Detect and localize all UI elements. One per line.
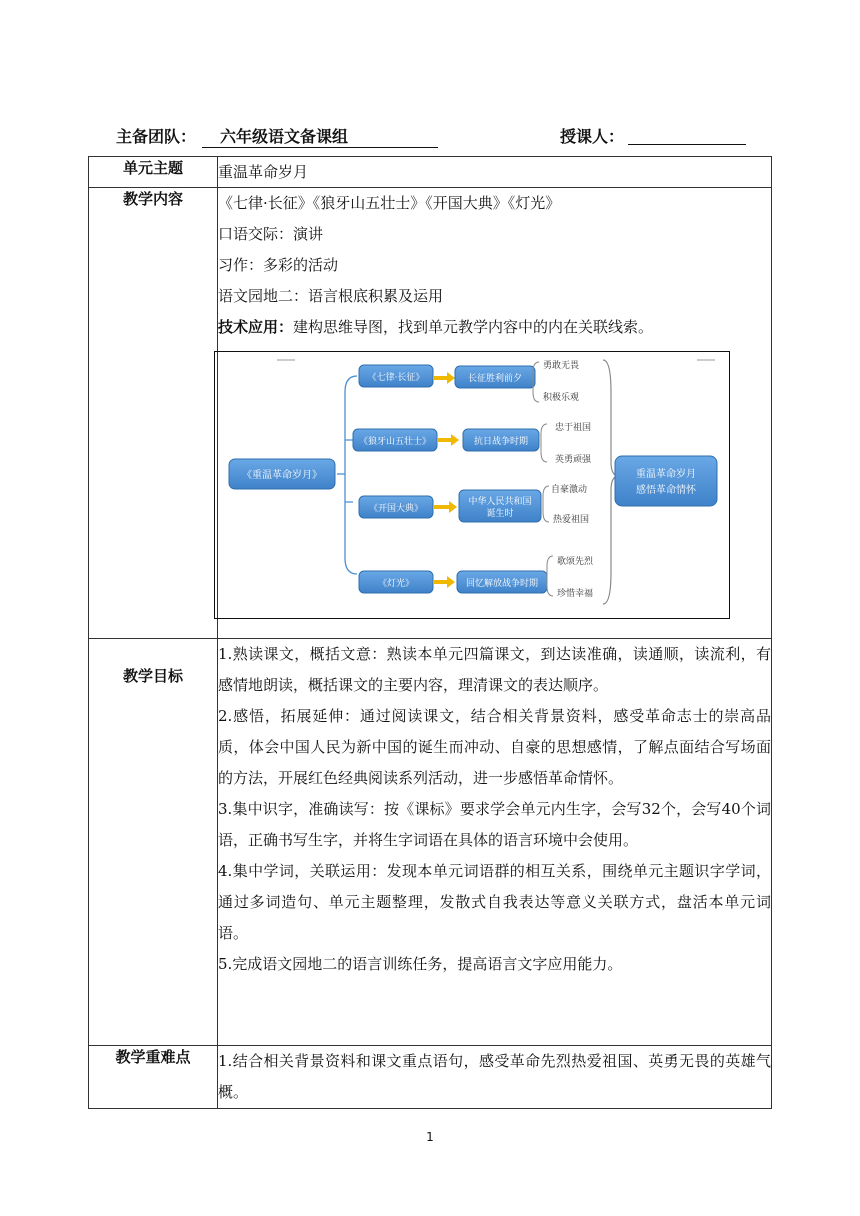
teacher-label: 授课人： xyxy=(560,127,625,146)
lesson-node xyxy=(353,429,437,451)
theme-value: 重温革命岁月 xyxy=(218,157,772,188)
trait-label: 珍惜幸福 xyxy=(557,589,594,599)
era-label: 长征胜利前夕 xyxy=(467,374,523,384)
trait-label: 热爱祖国 xyxy=(553,515,590,525)
goal-item: 4.集中学词，关联运用：发现本单元词语群的相互关系，围绕单元主题识字学词，通过多词造句、单元主题整理，发散式自我表达等意义关联方式，盘活本单元词语。 xyxy=(218,862,771,942)
key-row xyxy=(89,1046,772,1109)
trait-label: 英勇顽强 xyxy=(555,455,592,465)
mind-map xyxy=(214,351,730,619)
lesson-label: 《开国大典》 xyxy=(368,504,424,514)
branch-ticks xyxy=(345,440,353,502)
era-label: 回忆解放战争时期 xyxy=(465,579,539,589)
content-row xyxy=(89,188,772,639)
trait-bracket xyxy=(541,424,547,462)
arrow-icon xyxy=(437,434,459,446)
theme-row xyxy=(89,157,772,188)
content-line: 语文园地二：语言根底积累及运用 xyxy=(218,287,444,305)
key-label: 教学重难点 xyxy=(89,1046,218,1109)
tech-text: 建构思维导图，找到单元教学内容中的内在关联线索。 xyxy=(293,318,654,336)
arrow-icon xyxy=(433,372,455,384)
tech-label: 技术应用： xyxy=(218,318,294,336)
key-cell xyxy=(218,1046,772,1109)
arrow-icon xyxy=(433,576,455,588)
goal-item: 2.感悟，拓展延伸：通过阅读课文，结合相关背景资料，感受革命志士的崇高品质，体会中国人民为新中国的诞生而冲动、自豪的思想感情，了解点面结合写场面的方法，开展红色经典阅读系列活动，进一步感悟革命情怀。 xyxy=(218,707,771,787)
content-label: 教学内容 xyxy=(89,188,218,639)
era-node xyxy=(455,366,535,388)
key-item: 1.结合相关背景资料和课文重点语句，感受革命先烈热爱祖国、英勇无畏的英雄气概。 xyxy=(218,1052,771,1101)
lesson-label: 《灯光》 xyxy=(377,579,415,589)
trait-label: 忠于祖国 xyxy=(555,423,592,433)
content-line: 《七律·长征》《狼牙山五壮士》《开国大典》《灯光》 xyxy=(218,194,561,212)
content-cell xyxy=(218,188,772,639)
era-node xyxy=(457,571,547,593)
lesson-label: 《狼牙山五壮士》 xyxy=(358,437,432,447)
era-label: 诞生时 xyxy=(486,509,514,519)
page-number: 1 xyxy=(426,1130,434,1144)
goal-row xyxy=(89,639,772,1046)
teacher-blank xyxy=(628,126,746,145)
lesson-node xyxy=(359,365,433,387)
root-label: 《重温革命岁月》 xyxy=(242,470,322,481)
tech-line xyxy=(218,312,771,343)
trait-label: 歌颂先烈 xyxy=(557,557,594,567)
trait-label: 积极乐观 xyxy=(543,393,580,403)
branch-bracket xyxy=(345,376,357,574)
root-node xyxy=(229,459,335,489)
content-line: 习作：多彩的活动 xyxy=(218,256,339,274)
content-line: 口语交际：演讲 xyxy=(218,225,324,243)
goal-item: 5.完成语文园地二的语言训练任务，提高语言文字应用能力。 xyxy=(218,955,623,973)
trait-label: 勇敢无畏 xyxy=(543,361,580,371)
era-node xyxy=(463,429,539,451)
era-label: 抗日战争时期 xyxy=(473,437,529,447)
lesson-plan-table xyxy=(88,156,772,1109)
summary-node xyxy=(615,456,717,506)
lesson-node xyxy=(359,571,433,593)
document-header xyxy=(116,124,756,150)
goal-label: 教学目标 xyxy=(89,639,218,1046)
lesson-node xyxy=(359,496,433,518)
lesson-label: 《七律·长征》 xyxy=(367,373,425,383)
team-value: 六年级语文备课组 xyxy=(202,124,438,148)
era-node xyxy=(459,490,541,522)
arrow-icon xyxy=(433,501,457,513)
summary-label: 重温革命岁月 xyxy=(636,469,696,480)
theme-label: 单元主题 xyxy=(89,157,218,188)
summary-label: 感悟革命情怀 xyxy=(636,485,696,496)
trait-bracket xyxy=(543,486,549,522)
trait-bracket xyxy=(547,556,553,596)
team-label: 主备团队： xyxy=(116,127,197,146)
goal-item: 3.集中识字，准确读写：按《课标》要求学会单元内生字，会写32个，会写40个词语，正确书写生字，并将生字词语在具体的语言环境中会使用。 xyxy=(218,800,771,849)
trait-label: 自豪激动 xyxy=(551,485,588,495)
goal-item: 1.熟读课文，概括文意：熟读本单元四篇课文，到达读准确，读通顺，读流利，有感情地朗读，概括课文的主要内容，理清课文的表达顺序。 xyxy=(218,645,771,694)
goal-cell xyxy=(218,639,772,1046)
era-label: 中华人民共和国 xyxy=(468,497,532,507)
